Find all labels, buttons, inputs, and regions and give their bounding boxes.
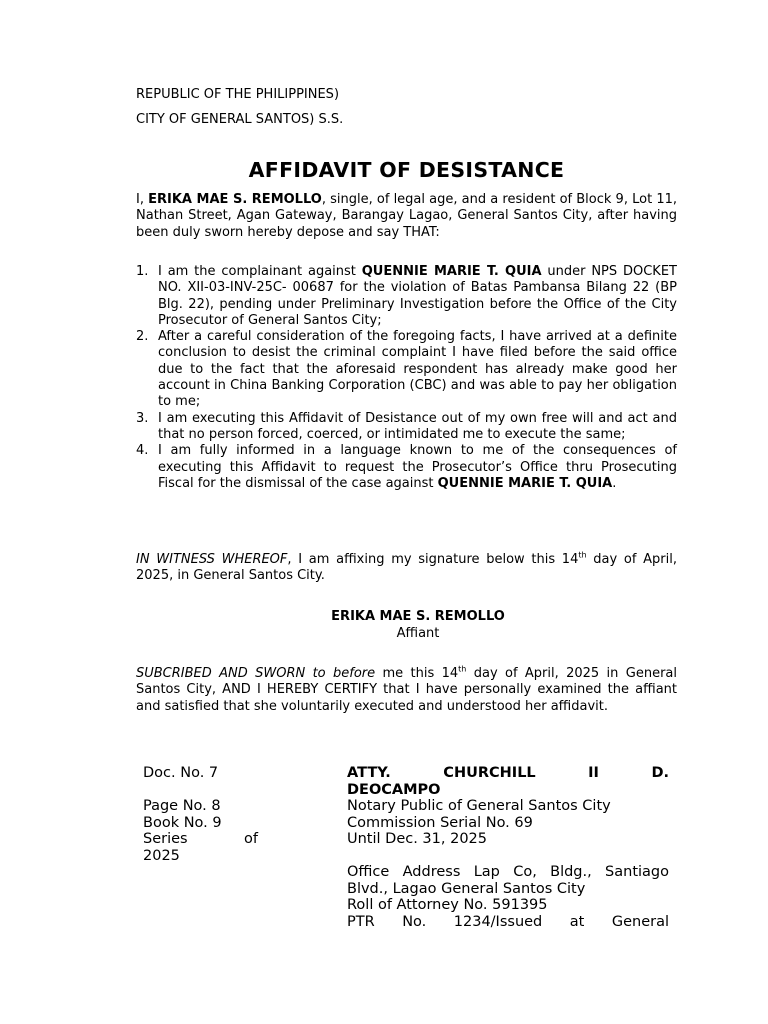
statement-item: [136, 264, 677, 329]
item-text: I am the complainant against: [158, 264, 362, 279]
affiant-name-inline: ERIKA MAE S. REMOLLO: [148, 192, 322, 207]
book-number: Book No. 9: [143, 814, 222, 831]
ptr-number: PTR No. 1234/Issued at General: [347, 913, 669, 930]
witness-clause: [136, 552, 677, 585]
notary-name-line1: ATTY. CHURCHILL II D.: [347, 765, 669, 781]
statements-list: [136, 264, 677, 492]
office-address: Office Address Lap Co, Bldg., Santiago Blvd., Lagao General Santos City: [347, 864, 669, 897]
jurat-text: me this 14: [375, 666, 459, 681]
respondent-name: QUENNIE MARIE T. QUIA: [437, 475, 613, 491]
intro-prefix: I,: [136, 192, 149, 207]
jurat-heading: SUBCRIBED AND SWORN to before: [136, 666, 376, 681]
item-number: 3.: [136, 410, 149, 426]
statement-item: [136, 411, 677, 444]
commission-number: Commission Serial No. 69: [347, 814, 533, 831]
notarial-register: [143, 765, 258, 864]
item-number: 2.: [136, 329, 149, 345]
ordinal-suffix: th: [458, 664, 467, 674]
roll-of-attorney: Roll of Attorney No. 591395: [347, 897, 548, 913]
jurat-clause: [136, 666, 677, 715]
item-number: 4.: [136, 443, 149, 459]
venue-city: CITY OF GENERAL SANTOS) S.S.: [136, 112, 344, 127]
item-text: After a careful consideration of the foregoing facts, I have arrived at a definite conclusion to desist the criminal complaint I have filed before the said office due to the fact that the aforesaid respondent has already make good her account in China Banking Corporation (CBC) and was able to pay her obligation to me;: [158, 329, 677, 410]
item-text: I am executing this Affidavit of Desistance out of my own free will and act and that no person forced, coerced, or intimidated me to execute the same;: [158, 410, 677, 442]
venue-republic: REPUBLIC OF THE PHILIPPINES): [136, 87, 340, 102]
item-text: I am fully informed in a language known to me of the consequences of executing this Affidavit to request the Prosecutor’s Office thru Prosecuting Fiscal for the dismissal of the case against: [158, 443, 677, 491]
affiant-signature-name: ERIKA MAE S. REMOLLO: [331, 609, 505, 624]
item-number: 1.: [136, 264, 149, 279]
notary-title: Notary Public of General Santos City: [347, 798, 611, 814]
item-text: .: [612, 475, 617, 491]
affiant-label: Affiant: [396, 626, 440, 641]
series-label: Series of: [143, 831, 258, 847]
statement-item: [136, 443, 677, 492]
witness-text: day of April, 2025, in General Santos City.: [136, 552, 678, 584]
commission-expiry: Until Dec. 31, 2025: [347, 831, 488, 847]
series-year: 2025: [143, 847, 180, 864]
ordinal-suffix: th: [578, 550, 587, 560]
statement-item: [136, 329, 677, 410]
item-text: under NPS DOCKET NO. XII-03-INV-25C- 00687 for the violation of Batas Pambansa Bilang 22 (BP Blg. 22), pending under Preliminary Investigation before the Office of the City Prosecutor of General Santos City;: [158, 264, 677, 328]
notary-name-line2: DEOCAMPO: [347, 781, 441, 798]
respondent-name: QUENNIE MARIE T. QUIA: [361, 264, 542, 279]
document-title: AFFIDAVIT OF DESISTANCE: [248, 158, 565, 182]
notary-block: [347, 765, 669, 930]
jurat-text: day of April, 2025 in General Santos City, AND I HEREBY CERTIFY that I have personally examined the affiant and satisfied that she voluntarily executed and understood her affidavit.: [136, 666, 677, 714]
intro-text: , single, of legal age, and a resident of Block 9, Lot 11, Nathan Street, Agan Gateway, Barangay Lagao, General Santos City, after having been duly sworn hereby depose and say THAT:: [136, 192, 677, 240]
page-number: Page No. 8: [143, 798, 221, 814]
doc-number: Doc. No. 7: [143, 765, 219, 781]
witness-heading: IN WITNESS WHEREOF: [136, 552, 288, 567]
witness-text: , I am affixing my signature below this 14: [287, 552, 579, 567]
intro-paragraph: [136, 192, 677, 241]
